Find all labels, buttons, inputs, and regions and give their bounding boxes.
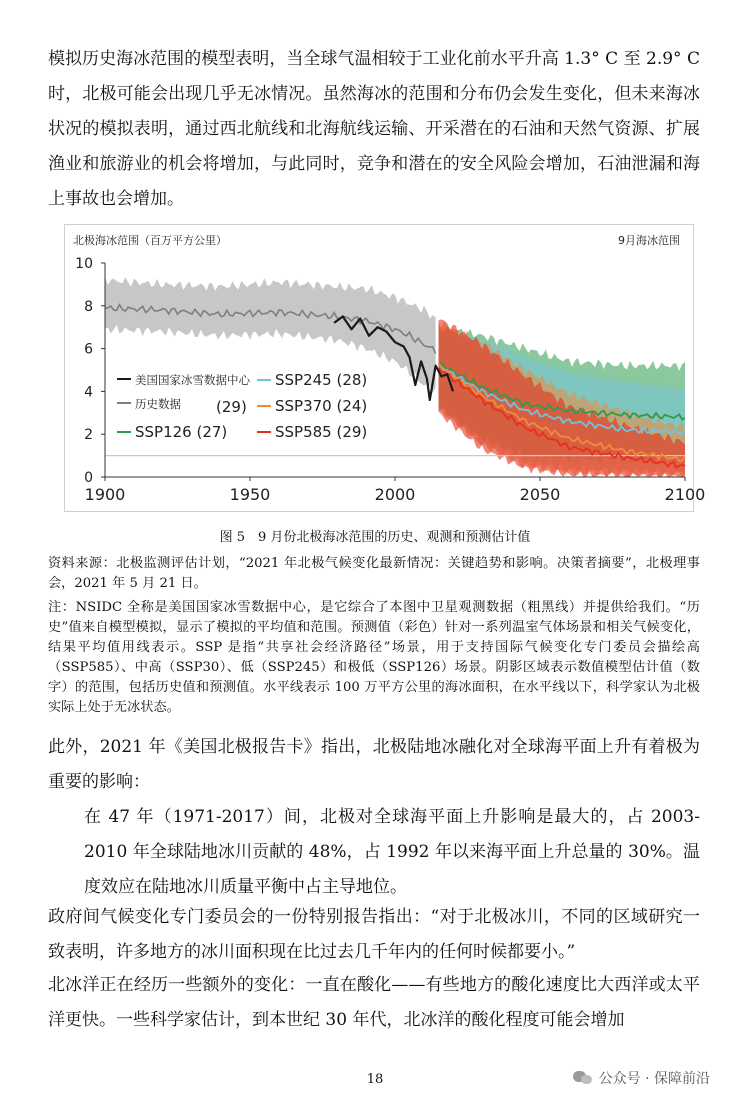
- chart-title: 9月海冰范围: [618, 234, 680, 247]
- wechat-watermark: [573, 1068, 710, 1088]
- legend-label-historical: 历史数据: [135, 397, 181, 411]
- paragraph-sea-ice-models: 模拟历史海冰范围的模型表明，当全球气温相较于工业化前水平升高 1.3° C 至 2.9° C 时，北极可能会出现几乎无冰情况。虽然海冰的范围和分布仍会发生变化，但未来海冰状况的模拟表明，通过西北航线和北海航线运输、开采潜在的石油和天然气资源、扩展渔业和旅游业的机会将增加，与此同时，竞争和潜在的安全风险会增加，石油泄漏和海上事故也会增加。: [48, 49, 700, 209]
- figure-note: 注：NSIDC 全称是美国国家冰雪数据中心，是它综合了本图中卫星观测数据（粗黑线）并提供给我们。“历史”值来自模型模拟，显示了模拟的平均值和范围。预测值（彩色）针对一系列温室气体场景和相关气候变化，结果平均值用线表示。SSP 是指“共享社会经济路径”场景，用于支持国际气候变化专门委员会描绘高（SSP585）、中高（SSP30）、低（SSP245）和极低（SSP126）场景。阴影区域表示数值模型估计值（数字）的范围，包括历史值和预测值。水平线表示 100 万平方公里的海冰面积，在水平线以下，科学家认为北极实际上处于无冰状态。: [48, 600, 700, 715]
- legend-label-ssp370: SSP370 (24): [275, 397, 368, 415]
- y-tick-label: 6: [84, 341, 93, 358]
- watermark-text: 公众号 · 保障前沿: [598, 1071, 710, 1087]
- legend-label-ssp245: SSP245 (28): [275, 371, 368, 389]
- paragraph-ipcc: 政府间气候变化专门委员会的一份特别报告指出：“对于北极冰川，不同的区域研究一致表明，许多地方的冰川面积现在比过去几千年内的任何时候都要小。”: [48, 907, 700, 962]
- legend-label-nsidc: 美国国家冰雪数据中心: [135, 373, 250, 387]
- y-tick-label: 8: [84, 298, 93, 315]
- figure-caption: 图 5 9 月份北极海冰范围的历史、观测和预测估计值: [219, 530, 531, 545]
- y-tick-label: 10: [75, 256, 93, 272]
- x-tick-label: 2050: [519, 485, 561, 504]
- wechat-icon: [573, 1070, 593, 1086]
- x-tick-label: 2100: [664, 485, 706, 504]
- legend-label-ssp585: SSP585 (29): [275, 423, 368, 441]
- sea-ice-chart-figure: [64, 224, 706, 512]
- y-tick-label: 4: [84, 384, 93, 401]
- x-tick-label: 2000: [374, 485, 416, 504]
- y-tick-label: 2: [84, 427, 93, 444]
- quote-sea-level: 在 47 年（1971-2017）间，北极对全球海平面上升影响是最大的，占 2003-2010 年全球陆地冰川贡献的 48%，占 1992 年以来海平面上升总量的 30%。温度效应在陆地冰川质量平衡中占主导地位。: [84, 807, 700, 897]
- legend-count-historical: (29): [216, 398, 247, 416]
- paragraph-acidification: 北冰洋正在经历一些额外的变化：一直在酸化——有些地方的酸化速度比大西洋或太平洋更快。一些科学家估计，到本世纪 30 年代，北冰洋的酸化程度可能会增加: [48, 975, 700, 1030]
- legend-label-ssp126: SSP126 (27): [135, 423, 228, 441]
- y-tick-label: 0: [84, 470, 93, 486]
- page-number: 18: [366, 1072, 384, 1087]
- paragraph-arctic-report-card: 此外，2021 年《美国北极报告卡》指出，北极陆地冰融化对全球海平面上升有着极为重要的影响：: [48, 737, 700, 792]
- chart-y-axis-label: 北极海冰范围（百万平方公里）: [73, 234, 227, 247]
- x-tick-label: 1900: [84, 485, 126, 504]
- sea-ice-chart: [65, 225, 706, 511]
- figure-source: 资料来源：北极监测评估计划，“2021 年北极气候变化最新情况：关键趋势和影响。决策者摘要”，北极理事会，2021 年 5 月 21 日。: [48, 556, 700, 591]
- x-tick-label: 1950: [229, 485, 271, 504]
